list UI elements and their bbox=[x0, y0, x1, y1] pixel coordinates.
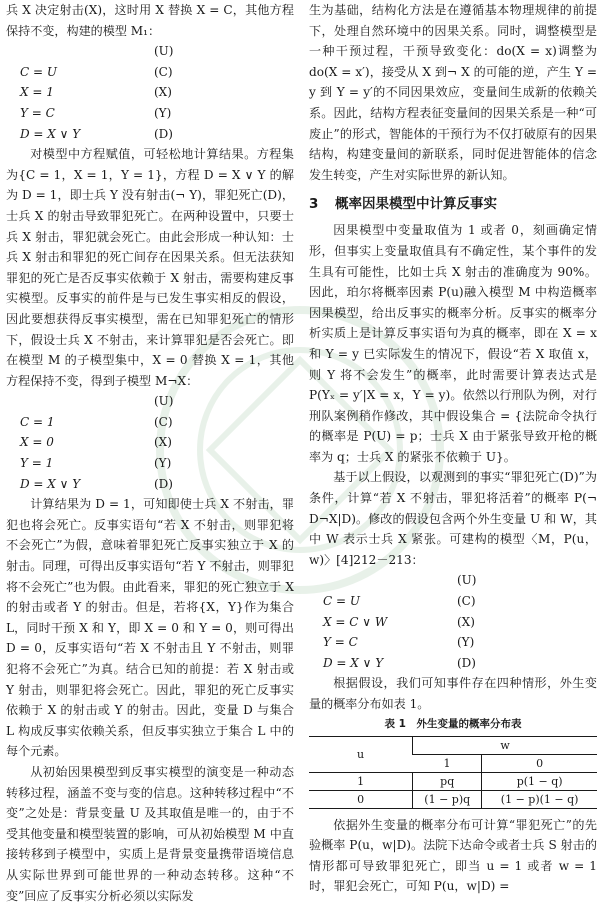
column-header-cell: w bbox=[413, 736, 597, 754]
equation-row bbox=[309, 653, 597, 674]
column-value-cell: 1 bbox=[443, 756, 451, 770]
equation: Y = C bbox=[20, 105, 55, 120]
left-column bbox=[6, 0, 294, 906]
structural-equations-model-m1 bbox=[6, 41, 294, 144]
table-cell: (1 − p)q bbox=[413, 790, 482, 808]
paragraph: 对模型中方程赋值，可轻松地计算结果。方程集为{C = 1，X = 1，Y = 1}，方程 D = X ∨ Y 的解为 D = 1，即士兵 Y 没有射击(¬ Y)，罪犯死亡(D)，士兵 X 的射击导致罪犯死亡。在两种设置中，只要士兵 X 射击，罪犯就会死亡。由此会形成一种认知：士兵 X 射击和罪犯的死亡间存在因果关系。但无法获知罪犯的死亡是否反事实依赖于 X 射击，需要构建反事实模型。反事实的前件是与已发生事实相反的假设，因此要想获得反事实模型，需在已知罪犯死亡的情形下，假设士兵 X 不射击，来计算罪犯是否会死亡。即在模型 M 的子模型集中，X = 0 替换 X = 1，其他方程保持不变，得到子模型 M¬X： bbox=[6, 147, 294, 388]
equation-tag: (X) bbox=[457, 614, 475, 629]
equation-tag: (C) bbox=[457, 594, 476, 609]
table-cell: p(1 − q) bbox=[482, 772, 597, 790]
equation: X = 0 bbox=[20, 435, 54, 450]
probability-table bbox=[309, 736, 597, 809]
equation-row bbox=[6, 124, 294, 145]
paragraph: 生为基础，结构化方法是在遵循基本物理规律的前提下，处理自然环境中的因果关系。同时，调整模型是一种干预过程，干预导致变化：do(X = x)调整为 do(X = x′)，接受从 X 到¬ X 的可能的逆，产生 Y = y 到 Y = y′的不同因果效应，变量间生成新的依赖关系。因此，结构方程表征变量间的因果关系是一种“可废止”的形式，智能体的干预行为不仅打破原有的因果结构，构建变量间的新联系，同时促进智能体的信念发生转变，产生对实际世界的新认知。 bbox=[309, 3, 597, 182]
equation-row bbox=[6, 432, 294, 453]
equation-tag: (D) bbox=[154, 476, 173, 491]
equation-tag: (U) bbox=[154, 394, 174, 409]
paragraph: 兵 X 决定射击(X)，这时用 X 替换 X = C，其他方程保持不变，构建的模型 M₁： bbox=[6, 3, 294, 38]
table-cell: (1 − p)(1 − q) bbox=[482, 790, 597, 808]
structural-equations-probabilistic-model bbox=[309, 570, 597, 673]
equation: X = 1 bbox=[20, 85, 54, 100]
equation-tag: (C) bbox=[154, 64, 173, 79]
equation-row bbox=[6, 103, 294, 124]
equation-row bbox=[6, 41, 294, 62]
table-row bbox=[309, 790, 597, 808]
structural-equations-model-m-not-x bbox=[6, 391, 294, 494]
section-heading bbox=[309, 194, 597, 214]
equation: D = X ∨ Y bbox=[20, 476, 81, 491]
table-cell: 1 bbox=[309, 772, 413, 790]
paragraph: 根据假设，我们可知事件存在四种情形，外生变量的概率分布如表 1。 bbox=[309, 676, 597, 711]
table-cell: 0 bbox=[309, 790, 413, 808]
equation-row bbox=[309, 612, 597, 633]
equation: D = X ∨ Y bbox=[20, 126, 81, 141]
equation-tag: (X) bbox=[154, 435, 172, 450]
equation-tag: (Y) bbox=[154, 456, 172, 471]
equation-tag: (U) bbox=[154, 44, 174, 59]
equation-row bbox=[309, 632, 597, 653]
equation: Y = C bbox=[323, 635, 358, 650]
equation: X = C ∨ W bbox=[323, 614, 388, 629]
equation-row bbox=[6, 412, 294, 433]
column-value-cell: 0 bbox=[482, 754, 597, 772]
section-title: 概率因果模型中计算反事实 bbox=[335, 196, 497, 213]
table-header-row bbox=[309, 736, 597, 754]
table-cell: pq bbox=[413, 772, 482, 790]
equation-tag: (D) bbox=[457, 655, 476, 670]
equation-tag: (D) bbox=[154, 126, 173, 141]
row-header-cell: u bbox=[309, 736, 413, 772]
section-number: 3 bbox=[309, 196, 319, 213]
equation: C = 1 bbox=[20, 414, 55, 429]
paragraph: 依据外生变量的概率分布可计算“罪犯死亡”的先验概率 P(u，w|D)。法院下达命令或者士兵 S 射击的情形都可导致罪犯死亡，即当 u = 1 或者 w = 1 时，罪犯会死亡，可知 P(u，w|D) = bbox=[309, 817, 597, 894]
equation-row bbox=[309, 570, 597, 591]
equation-tag: (Y) bbox=[457, 635, 475, 650]
table-row bbox=[309, 772, 597, 790]
equation: Y = 1 bbox=[20, 456, 54, 471]
equation-row bbox=[309, 591, 597, 612]
right-column bbox=[309, 0, 597, 897]
paragraph: 从初始因果模型到反事实模型的演变是一种动态转移过程，涵盖不变与变的信息。这种转移过程中“不变”之处是：背景变量 U 及其取值是唯一的，由于不受其他变量和模型装置的影响，可从初始模型 M 中直接转移到子模型中，实质上是背景变量携带语境信息从实际世界到可能世界的一种动态转移。这种“不变”回应了反事实分析必须以实际发 bbox=[6, 764, 294, 903]
equation-tag: (C) bbox=[154, 414, 173, 429]
equation-row bbox=[6, 453, 294, 474]
equation: C = U bbox=[323, 594, 360, 609]
equation-row bbox=[6, 474, 294, 495]
equation-row bbox=[6, 391, 294, 412]
equation-row bbox=[6, 62, 294, 83]
equation-tag: (U) bbox=[457, 573, 477, 588]
paragraph: 计算结果为 D = 1，可知即使士兵 X 不射击，罪犯也将会死亡。反事实语句“若 X 不射击，则罪犯将不会死亡”为假，意味着罪犯死亡反事实独立于 X 的射击。同理，可得出反事实语句“若 Y 不射击，则罪犯将不会死亡”也为假。由此看来，罪犯的死亡独立于 X 的射击或者 Y 的射击。但是，若将{X，Y}作为集合 L，同时干预 X 和 Y，即 X = 0 和 Y = 0，则可得出 D = 0，反事实语句“若 X 不射击且 Y 不射击，则罪犯将不会死亡”为真。结合已知的前提：若 X 射击或 Y 射击，则罪犯将会死亡。因此，罪犯的死亡反事实依赖于 X 的射击或 Y 的射击。因此，变量 D 与集合 L 构成反事实依赖关系，但反事实独立于集合 L 中的每个元素。 bbox=[6, 497, 294, 759]
table-caption: 表 1 外生变量的概率分布表 bbox=[384, 717, 522, 730]
equation-tag: (X) bbox=[154, 85, 172, 100]
paragraph: 基于以上假设，以观测到的事实“罪犯死亡(D)”为条件，计算“若 X 不射击，罪犯将活着”的概率 P(¬ D¬X|D)。修改的假设包含两个外生变量 U 和 W，其中 W 表示士兵 X 紧张。可建构的模型〈M，P(u，w)〉[4]212－213： bbox=[309, 470, 597, 567]
equation: C = U bbox=[20, 64, 57, 79]
equation-row bbox=[6, 82, 294, 103]
paragraph: 因果模型中变量取值为 1 或者 0，刻画确定情形，但事实上变量取值具有不确定性，某个事件的发生具有可能性，比如士兵 X 射击的准确度为 90%。因此，珀尔将概率因素 P(u)融入模型 M 中构造概率因果模型，给出反事实的概率分析。反事实的概率分析实质上是计算反事实语句为真的概率，即在 X = x 和 Y = y 已实际发生的情况下，假设“若 X 取值 x，则 Y 将不会发生”的概率，此时需要计算表达式是 P(Yₓ = y′|X = x，Y = y)。依然以行刑队为例，对行刑队案例稍作修改，其中假设集合 = {法院命令执行的概率是 P(U) = p；士兵 X 由于紧张导致开枪的概率为 q；士兵 X 的紧张不依赖于 U}。 bbox=[309, 223, 597, 464]
equation: D = X ∨ Y bbox=[323, 655, 384, 670]
equation-tag: (Y) bbox=[154, 105, 172, 120]
